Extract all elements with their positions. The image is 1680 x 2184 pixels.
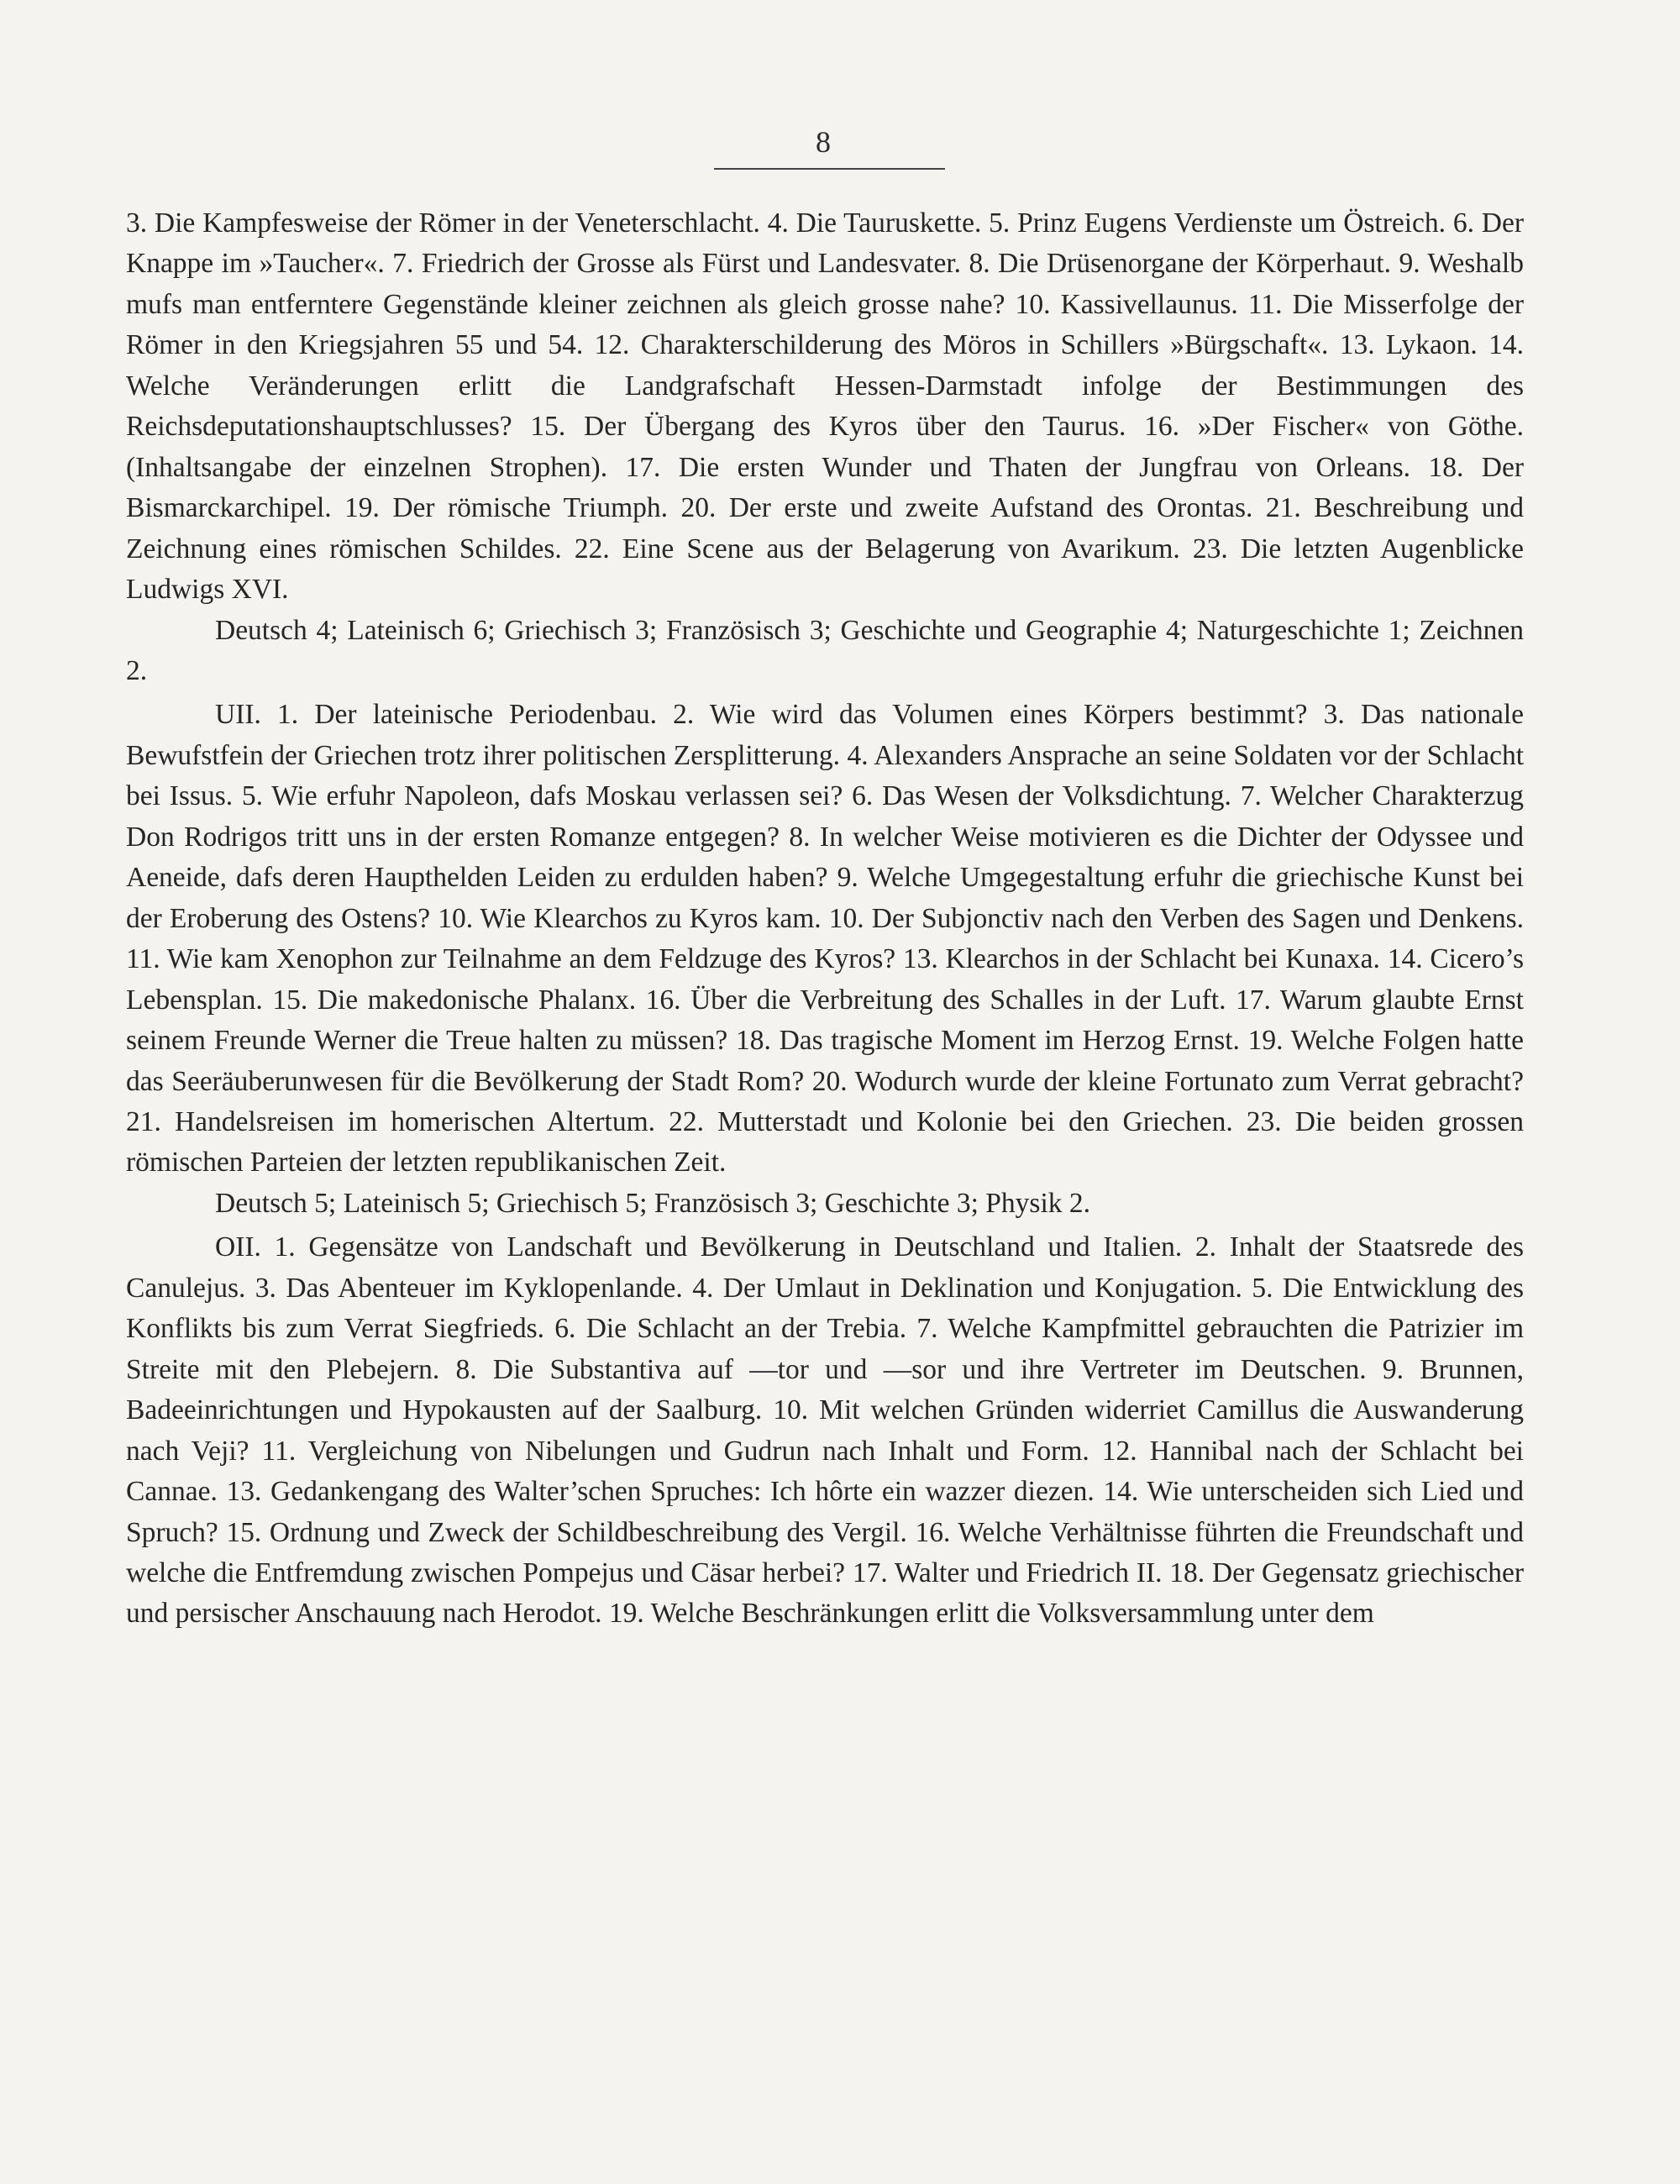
paragraph-hours-uii: Deutsch 5; Lateinisch 5; Griechisch 5; Französisch 3; Geschichte 3; Physik 2. bbox=[215, 1187, 1091, 1219]
paragraph-oii-topics: OII. 1. Gegensätze von Landschaft und Bevölkerung in Deutschland und Italien. 2. Inhalt der Staatsrede des Canulejus. 3. Das Abenteuer im Kyklopenlande. 4. Der Umlaut in Deklination und Konjugation. 5. Die Entwicklung des Konflikts bis zum Verrat Siegfrieds. 6. Die Schlacht an der Trebia. 7. Welche Kampfmittel gebrauchten die Patrizier im Streite mit den Plebejern. 8. Die Substantiva auf —tor und —sor und ihre Vertreter im Deutschen. 9. Brunnen, Badeeinrichtungen und Hypokausten auf der Saalburg. 10. Mit welchen Gründen widerriet Camillus die Auswanderung nach Veji? 11. Vergleichung von Nibelungen und Gudrun nach Inhalt und Form. 12. Hannibal nach der Schlacht bei Cannae. 13. Gedankengang des Walter’schen Spruches: Ich hôrte ein wazzer diezen. 14. Wie unterscheiden sich Lied und Spruch? 15. Ordnung und Zweck der Schildbeschreibung des Vergil. 16. Welche Verhältnisse führten die Freundschaft und welche die Entfremdung zwischen Pompejus und Cäsar herbei? 17. Walter und Friedrich II. 18. Der Gegensatz griechischer und persischer Anschauung nach Herodot. 19. Welche Beschränkungen erlitt die Volksversammlung unter dem bbox=[126, 1231, 1524, 1630]
header-rule bbox=[714, 168, 945, 170]
page-number: 8 bbox=[816, 125, 831, 159]
body-text bbox=[126, 203, 1524, 1635]
paragraph-uii-topics: UII. 1. Der lateinische Periodenbau. 2. Wie wird das Volumen eines Körpers bestimmt? 3. Das nationale Bewufstfein der Griechen trotz ihrer politischen Zersplitterung. 4. Alexanders Ansprache an seine Soldaten vor der Schlacht bei Issus. 5. Wie erfuhr Napoleon, dafs Moskau verlassen sei? 6. Das Wesen der Volksdichtung. 7. Welcher Charakterzug Don Rodrigos tritt uns in der ersten Romanze entgegen? 8. In welcher Weise motivieren es die Dichter der Odyssee und Aeneide, dafs deren Haupthelden Leiden zu erdulden haben? 9. Welche Umgegestaltung erfuhr die griechische Kunst bei der Eroberung des Ostens? 10. Wie Klearchos zu Kyros kam. 10. Der Subjonctiv nach den Verben des Sagen und Denkens. 11. Wie kam Xenophon zur Teilnahme an dem Feldzuge des Kyros? 13. Klearchos in der Schlacht bei Kunaxa. 14. Cicero’s Lebensplan. 15. Die makedonische Phalanx. 16. Über die Verbreitung des Schalles in der Luft. 17. Warum glaubte Ernst seinem Freunde Werner die Treue halten zu müssen? 18. Das tragische Moment im Herzog Ernst. 19. Welche Folgen hatte das Seeräuberunwesen für die Bevölkerung der Stadt Rom? 20. Wodurch wurde der kleine Fortunato zum Verrat gebracht? 21. Handelsreisen im homerischen Altertum. 22. Mutterstadt und Kolonie bei den Griechen. 23. Die beiden grossen römischen Parteien der letzten republikanischen Zeit. bbox=[126, 699, 1524, 1179]
paragraph-hours-class-1: Deutsch 4; Lateinisch 6; Griechisch 3; Französisch 3; Geschichte und Geographie 4; Naturgeschichte 1; Zeichnen 2. bbox=[126, 614, 1524, 686]
paragraph-topics-continued: 3. Die Kampfesweise der Römer in der Veneterschlacht. 4. Die Tauruskette. 5. Prinz Eugens Verdienste um Östreich. 6. Der Knappe im »Taucher«. 7. Friedrich der Grosse als Fürst und Landesvater. 8. Die Drüsenorgane der Körperhaut. 9. Weshalb mufs man entferntere Gegenstände kleiner zeichnen als gleich grosse nahe? 10. Kassivellaunus. 11. Die Misserfolge der Römer in den Kriegsjahren 55 und 54. 12. Charakterschilderung des Möros in Schillers »Bürgschaft«. 13. Lykaon. 14. Welche Veränderungen erlitt die Landgrafschaft Hessen-Darmstadt infolge der Bestimmungen des Reichsdeputationshauptschlusses? 15. Der Übergang des Kyros über den Taurus. 16. »Der Fischer« von Göthe. (Inhaltsangabe der einzelnen Strophen). 17. Die ersten Wunder und Thaten der Jungfrau von Orleans. 18. Der Bismarckarchipel. 19. Der römische Triumph. 20. Der erste und zweite Aufstand des Orontas. 21. Beschreibung und Zeichnung eines römischen Schildes. 22. Eine Scene aus der Belagerung von Avarikum. 23. Die letzten Augenblicke Ludwigs XVI. bbox=[126, 207, 1524, 606]
